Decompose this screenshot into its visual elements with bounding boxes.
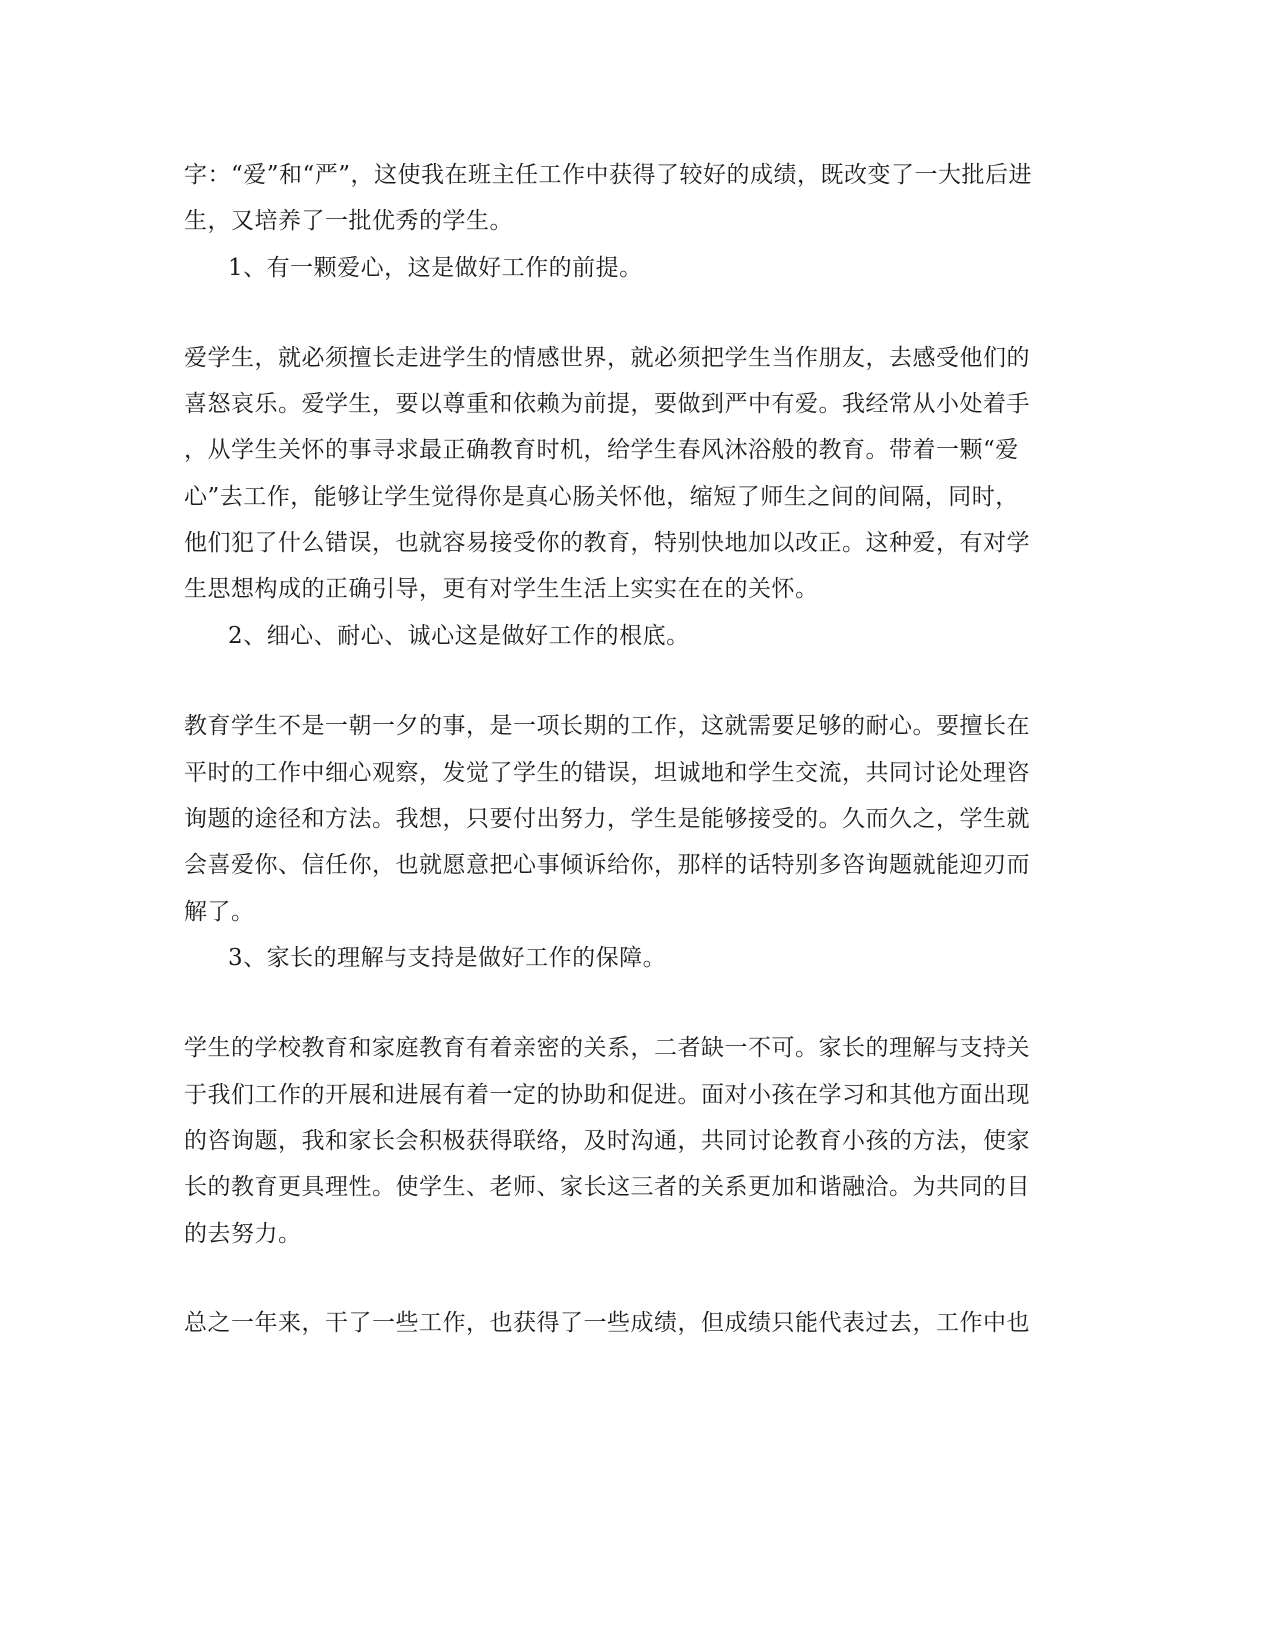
paragraph-love-line: 喜怒哀乐。爱学生，要以尊重和依赖为前提，要做到严中有爱。我经常从小处着手 [184,391,1030,417]
paragraph-patience-line: 平时的工作中细心观察，发觉了学生的错误，坦诚地和学生交流，共同讨论处理咨 [184,760,1030,786]
paragraph-love-line: 他们犯了什么错误，也就容易接受你的教育，特别快地加以改正。这种爱，有对学 [184,530,1030,556]
paragraph-parents-line: 的咨询题，我和家长会积极获得联络，及时沟通，共同讨论教育小孩的方法，使家 [184,1128,1030,1154]
paragraph-parents-line: 于我们工作的开展和进展有着一定的协助和促进。面对小孩在学习和其他方面出现 [184,1082,1030,1108]
paragraph-love-line: ，从学生关怀的事寻求最正确教育时机，给学生春风沐浴般的教育。带着一颗“爱 [184,437,1019,463]
paragraph-patience-line: 会喜爱你、信任你，也就愿意把心事倾诉给你，那样的话特别多咨询题就能迎刃而 [184,852,1030,878]
paragraph-intro-line: 字：“爱”和“严”，这使我在班主任工作中获得了较好的成绩，既改变了一大批后进 [184,162,1033,188]
paragraph-summary-line: 总之一年来，干了一些工作，也获得了一些成绩，但成绩只能代表过去，工作中也 [184,1310,1030,1336]
section-heading-2: 2、细心、耐心、诚心这是做好工作的根底。 [228,623,690,649]
paragraph-parents-line: 长的教育更具理性。使学生、老师、家长这三者的关系更加和谐融洽。为共同的目 [184,1174,1030,1200]
paragraph-patience-line: 询题的途径和方法。我想，只要付出努力，学生是能够接受的。久而久之，学生就 [184,806,1030,832]
paragraph-love-line: 爱学生，就必须擅长走进学生的情感世界，就必须把学生当作朋友，去感受他们的 [184,345,1030,371]
paragraph-parents-line: 的去努力。 [184,1221,302,1247]
section-heading-1: 1、有一颗爱心，这是做好工作的前提。 [228,255,643,281]
paragraph-love-line: 心”去工作，能够让学生觉得你是真心肠关怀他，缩短了师生之间的间隔，同时， [184,484,1019,510]
section-heading-3: 3、家长的理解与支持是做好工作的保障。 [228,945,667,971]
paragraph-parents-line: 学生的学校教育和家庭教育有着亲密的关系，二者缺一不可。家长的理解与支持关 [184,1035,1030,1061]
paragraph-patience-line: 教育学生不是一朝一夕的事，是一项长期的工作，这就需要足够的耐心。要擅长在 [184,713,1030,739]
paragraph-intro-line: 生，又培养了一批优秀的学生。 [184,208,513,234]
paragraph-love-line: 生思想构成的正确引导，更有对学生生活上实实在在的关怀。 [184,576,819,602]
paragraph-patience-line: 解了。 [184,899,255,925]
